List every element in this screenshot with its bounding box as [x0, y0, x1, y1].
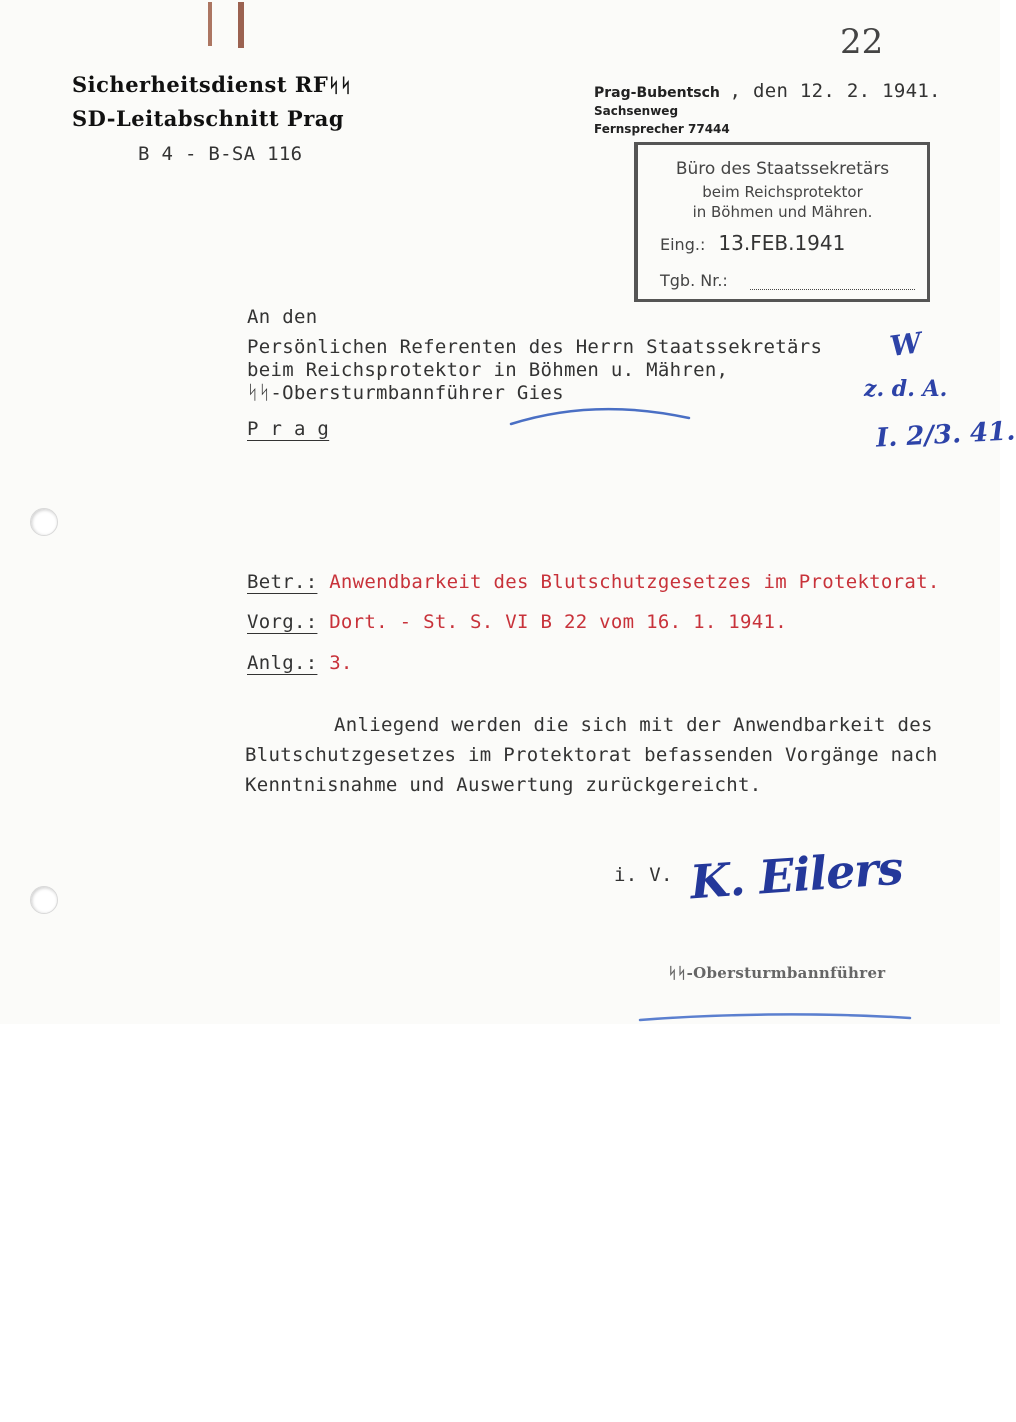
rust-mark	[208, 2, 212, 46]
handwritten-note-initial: W	[887, 325, 924, 364]
betr-label: Betr.:	[247, 571, 318, 593]
recipient-city: P r a g	[247, 418, 330, 440]
stamp-line1: Büro des Staatssekretärs	[675, 159, 890, 179]
rank-stamp: ᛋᛋ-Obersturmbannführer	[668, 964, 886, 982]
punch-hole-top	[30, 508, 58, 536]
anlg-label: Anlg.:	[247, 652, 318, 674]
handwritten-note-zda: z. d. A.	[864, 376, 948, 402]
recipient-line1: Persönlichen Referenten des Herrn Staatssekretärs	[247, 336, 823, 358]
sender-phone: Fernsprecher 77444	[594, 122, 730, 136]
receipt-stamp	[634, 142, 930, 302]
ss-rune: ᛋᛋ	[328, 75, 353, 97]
stamp-line2: beim Reichsprotektor	[702, 183, 863, 201]
blue-pen-stroke-bottom	[636, 1008, 916, 1024]
stamp-eing-date: 13.FEB.1941	[718, 231, 846, 255]
blue-pen-stroke	[505, 396, 695, 432]
letter-date: , den 12. 2. 1941.	[729, 80, 941, 102]
punch-hole-bottom	[30, 886, 58, 914]
stamp-eing-row	[660, 231, 845, 255]
stamp-tgb-row	[660, 271, 728, 290]
stamp-tgb-label: Tgb. Nr.:	[660, 271, 728, 290]
recipient-salutation: An den	[247, 306, 318, 328]
page-number: 22	[840, 22, 884, 62]
handwritten-signature: K. Eilers	[688, 840, 905, 910]
betr-text: Anwendbarkeit des Blutschutzgesetzes im Protektorat.	[329, 571, 940, 593]
handwritten-note-date: I. 2/3. 41.	[875, 416, 1016, 454]
letterhead-line2: SD-Leitabschnitt Prag	[72, 106, 345, 131]
body-line1: Anliegend werden die sich mit der Anwendbarkeit des	[334, 714, 933, 736]
body-line2: Blutschutzgesetzes im Protektorat befassenden Vorgänge nach	[245, 744, 938, 766]
sender-place-line	[594, 80, 941, 102]
reference-number: B 4 - B-SA 116	[138, 143, 303, 165]
rust-mark	[238, 2, 244, 48]
sender-place: Prag-Bubentsch	[594, 85, 720, 101]
stamp-tgb-dotted-line	[750, 289, 915, 290]
anlg-text: 3.	[329, 652, 353, 674]
vorg-text: Dort. - St. S. VI B 22 vom 16. 1. 1941.	[329, 611, 788, 633]
vorg-label: Vorg.:	[247, 611, 318, 633]
stamp-line3: in Böhmen und Mähren.	[692, 203, 873, 221]
body-line3: Kenntnisnahme und Auswertung zurückgereicht.	[245, 774, 762, 796]
signature-iv: i. V.	[614, 864, 673, 886]
recipient-line3: ᛋᛋ-Obersturmbannführer Gies	[247, 382, 564, 404]
letterhead-line1	[72, 72, 352, 97]
sender-street: Sachsenweg	[594, 104, 679, 118]
recipient-line2: beim Reichsprotektor in Böhmen u. Mähren,	[247, 359, 729, 381]
letterhead-org: Sicherheitsdienst RF	[72, 72, 329, 97]
subject-anlg-row	[247, 652, 353, 674]
stamp-eing-label: Eing.:	[660, 235, 706, 254]
subject-vorg-row	[247, 611, 787, 633]
subject-betr-row	[247, 571, 940, 593]
